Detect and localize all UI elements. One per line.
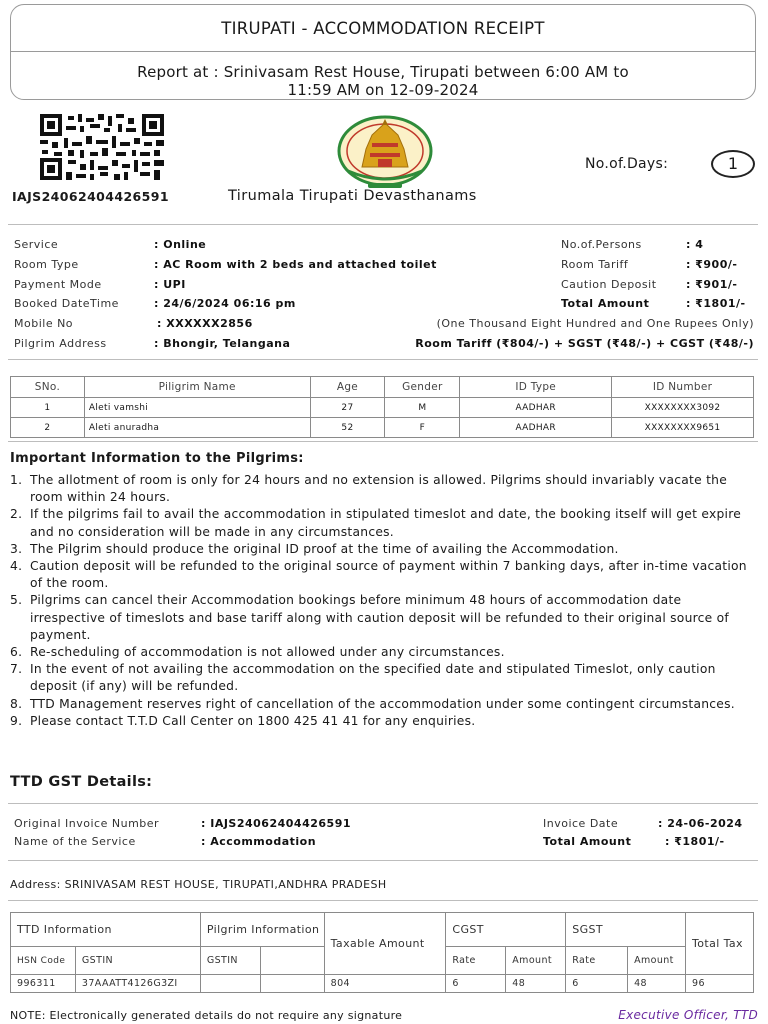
payment-mode-value: : UPI xyxy=(154,278,186,291)
table-cell: 1 xyxy=(11,398,85,418)
list-item: 3. The Pilgrim should produce the original ID proof at the time of availing the Accommodation. xyxy=(10,541,619,556)
tariff-breakdown: Room Tariff (₹804/-) + SGST (₹48/-) + CGST (₹48/-) xyxy=(415,337,754,350)
cgst-rate-cell: 6 xyxy=(446,975,506,993)
column-header: ID Type xyxy=(460,377,612,398)
pilgrim-gstin-header: GSTIN xyxy=(200,947,260,975)
divider xyxy=(8,900,758,901)
sgst-header: SGST xyxy=(566,913,686,947)
total-amount-value: : ₹1801/- xyxy=(686,297,746,310)
gst-total-value: : ₹1801/- xyxy=(665,835,725,848)
sgst-rate-header: Rate xyxy=(566,947,628,975)
table-cell: Aleti anuradha xyxy=(84,418,310,438)
mobile-value: : XXXXXX2856 xyxy=(157,317,253,330)
divider xyxy=(8,803,758,804)
column-header: SNo. xyxy=(11,377,85,398)
gstin-cell: 37AAATT4126G3ZI xyxy=(75,975,200,993)
total-tax-header: Total Tax xyxy=(686,913,754,975)
list-item: 9. Please contact T.T.D Call Center on 1800 425 41 41 for any enquiries. xyxy=(10,713,476,728)
divider xyxy=(8,860,758,861)
list-item: 7. In the event of not availing the accommodation on the specified date and stipulated Timeslot, only caution deposit (if any) will be refunded. xyxy=(10,662,716,694)
address-value: : Bhongir, Telangana xyxy=(154,337,291,350)
reference-number: IAJS24062404426591 xyxy=(12,189,169,204)
caution-deposit-value: : ₹901/- xyxy=(686,278,738,291)
table-row xyxy=(11,418,754,438)
sgst-amount-cell: 48 xyxy=(628,975,686,993)
invoice-number-value: : IAJS24062404426591 xyxy=(201,817,352,830)
receipt-header xyxy=(10,4,756,100)
cgst-amount-cell: 48 xyxy=(506,975,566,993)
sgst-amount-header: Amount xyxy=(628,947,686,975)
divider xyxy=(8,441,758,442)
cgst-rate-header: Rate xyxy=(446,947,506,975)
footer-note: NOTE: Electronically generated details do not require any signature xyxy=(10,1009,403,1022)
ttd-emblem-icon xyxy=(328,113,443,193)
taxable-amount-cell: 804 xyxy=(324,975,446,993)
cgst-amount-header: Amount xyxy=(506,947,566,975)
service-label: Service xyxy=(14,238,59,251)
total-tax-cell: 96 xyxy=(686,975,754,993)
table-row xyxy=(11,975,754,993)
divider xyxy=(8,359,758,360)
divider xyxy=(8,224,758,225)
table-cell: 2 xyxy=(11,418,85,438)
receipt-title: TIRUPATI - ACCOMMODATION RECEIPT xyxy=(221,19,545,38)
room-tariff-label: Room Tariff xyxy=(561,258,629,271)
address-label: Pilgrim Address xyxy=(14,337,107,350)
column-header: ID Number xyxy=(612,377,754,398)
list-item: 1. The allotment of room is only for 24 hours and no extension is allowed. Pilgrims should invariably vacate the room within 24 hours. xyxy=(10,473,728,505)
service-name-value: : Accommodation xyxy=(201,835,317,848)
table-header-row xyxy=(11,377,754,398)
gst-total-label: Total Amount xyxy=(543,835,632,848)
room-type-label: Room Type xyxy=(14,258,79,271)
table-cell: Aleti vamshi xyxy=(84,398,310,418)
booked-datetime-label: Booked DateTime xyxy=(14,297,119,310)
gst-title: TTD GST Details: xyxy=(10,774,153,790)
cgst-header: CGST xyxy=(446,913,566,947)
empty-cell xyxy=(260,947,324,975)
important-info-list xyxy=(10,472,760,730)
list-item: 2. If the pilgrims fail to avail the accommodation in stipulated timeslot and date, the booking itself will get expire and no consideration will be made in any circumstances. xyxy=(10,507,742,539)
list-item: 4. Caution deposit will be refunded to the original source of payment within 7 banking days, after in-time vacation of the room. xyxy=(10,559,747,591)
table-row xyxy=(11,398,754,418)
list-item: 5. Pilgrims can cancel their Accommodation bookings before minimum 48 hours of accommodation date irrespective of timeslots and base tariff along with caution deposit will be refunded to their original source of payment. xyxy=(10,593,729,642)
booked-datetime-value: : 24/6/2024 06:16 pm xyxy=(154,297,296,310)
qr-code-icon xyxy=(40,114,164,180)
invoice-date-value: : 24-06-2024 xyxy=(658,817,743,830)
taxable-amount-header: Taxable Amount xyxy=(324,913,446,975)
pilgrims-table xyxy=(10,376,754,438)
days-count: 1 xyxy=(711,150,755,178)
service-value: : Online xyxy=(154,238,207,251)
table-cell: F xyxy=(385,418,460,438)
sgst-rate-cell: 6 xyxy=(566,975,628,993)
invoice-date-label: Invoice Date xyxy=(543,817,619,830)
table-cell: XXXXXXXX9651 xyxy=(612,418,754,438)
list-item: 8. TTD Management reserves right of cancellation of the accommodation under some contingent circumstances. xyxy=(10,696,735,711)
table-cell: 52 xyxy=(310,418,385,438)
header-divider xyxy=(11,51,755,52)
room-tariff-value: : ₹900/- xyxy=(686,258,738,271)
report-info xyxy=(31,63,735,99)
column-header: Age xyxy=(310,377,385,398)
table-cell: 27 xyxy=(310,398,385,418)
persons-value: : 4 xyxy=(686,238,704,251)
service-name-label: Name of the Service xyxy=(14,835,136,848)
table-cell: M xyxy=(385,398,460,418)
executive-officer-signature: Executive Officer, TTD xyxy=(618,1008,758,1022)
days-label: No.of.Days: xyxy=(585,156,669,172)
invoice-number-label: Original Invoice Number xyxy=(14,817,160,830)
pilgrim-information-header: Pilgrim Information xyxy=(200,913,324,947)
persons-label: No.of.Persons xyxy=(561,238,642,251)
list-item: 6. Re-scheduling of accommodation is not allowed under any circumstances. xyxy=(10,645,505,660)
gst-table xyxy=(10,912,754,993)
organization-name: Tirumala Tirupati Devasthanams xyxy=(228,188,477,204)
table-cell: AADHAR xyxy=(460,398,612,418)
gst-header-row xyxy=(11,913,754,947)
room-type-value: : AC Room with 2 beds and attached toilet xyxy=(154,258,437,271)
hsn-code-header: HSN Code xyxy=(11,947,76,975)
empty-cell xyxy=(260,975,324,993)
report-line-1: Report at : Srinivasam Rest House, Tirupati between 6:00 AM to xyxy=(137,63,629,81)
pilgrim-gstin-cell xyxy=(200,975,260,993)
payment-mode-label: Payment Mode xyxy=(14,278,102,291)
column-header: Piligrim Name xyxy=(84,377,310,398)
amount-in-words: (One Thousand Eight Hundred and One Rupees Only) xyxy=(436,317,754,330)
table-cell: AADHAR xyxy=(460,418,612,438)
gst-address: Address: SRINIVASAM REST HOUSE, TIRUPATI,ANDHRA PRADESH xyxy=(10,878,387,891)
caution-deposit-label: Caution Deposit xyxy=(561,278,657,291)
gstin-header: GSTIN xyxy=(75,947,200,975)
important-info-title: Important Information to the Pilgrims: xyxy=(10,451,304,466)
ttd-information-header: TTD Information xyxy=(11,913,201,947)
total-amount-label: Total Amount xyxy=(561,297,650,310)
column-header: Gender xyxy=(385,377,460,398)
hsn-code-cell: 996311 xyxy=(11,975,76,993)
report-line-2: 11:59 AM on 12-09-2024 xyxy=(287,81,479,99)
table-cell: XXXXXXXX3092 xyxy=(612,398,754,418)
mobile-label: Mobile No xyxy=(14,317,74,330)
